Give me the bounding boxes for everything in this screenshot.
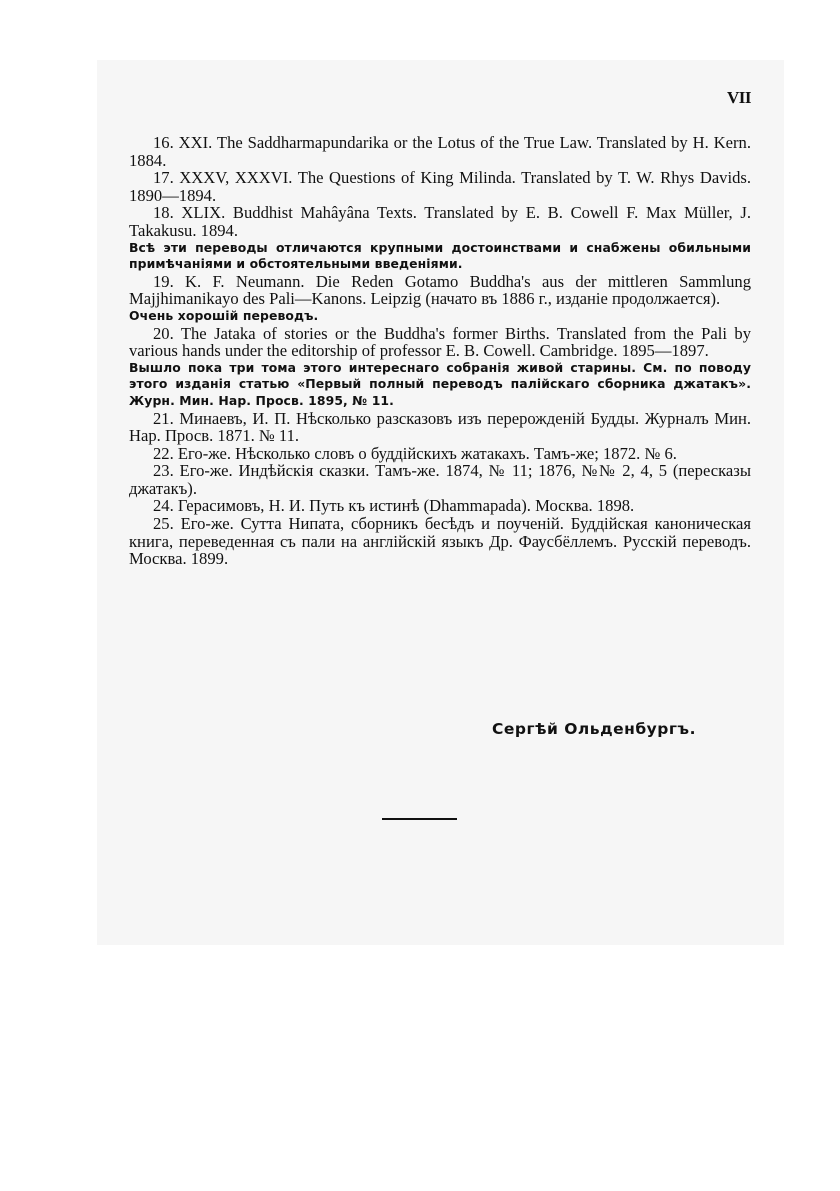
entry-25: 25. Его-же. Сутта Нипата, сборникъ бесѣдъ и поученій. Буддійская каноническая книга, переведенная съ пали на англійскій языкъ Др. Фаусбёллемъ. Русскій переводъ. Москва. 1899.: [129, 514, 751, 569]
entry-19: 19. K. F. Neumann. Die Reden Gotamo Buddha's aus der mittleren Sammlung Majjhimanikayo des Pali—Kanons. Leipzig (начато въ 1886 г., изданіе продолжается).: [129, 271, 751, 309]
author-signature: Сергѣй Ольденбургъ.: [492, 720, 696, 738]
end-rule-divider: [382, 818, 457, 820]
entry-20: 20. The Jataka of stories or the Buddha's former Births. Translated from the Pali by various hands under the editorship of professor E. B. Cowell. Cambridge. 1895—1897.: [129, 323, 751, 361]
page-number: VII: [727, 88, 752, 107]
entry-24: 24. Герасимовъ, Н. И. Путь къ истинѣ (Dhammapada). Москва. 1898.: [153, 496, 635, 516]
entry-22: 22. Его-же. Нѣсколько словъ о буддійскихъ жатакахъ. Тамъ-же; 1872. № 6.: [153, 443, 677, 463]
bibliography-text: [129, 134, 751, 568]
note-translations: Всѣ эти переводы отличаются крупными достоинствами и снабжены обильными примѣчаніями и обстоятельными введеніями.: [129, 239, 751, 272]
entry-16: 16. XXI. The Saddharmapundarika or the Lotus of the True Law. Translated by H. Kern. 1884.: [129, 133, 751, 170]
entry-17: 17. XXXV, XXXVI. The Questions of King Milinda. Translated by T. W. Rhys Davids. 1890—1894.: [129, 168, 751, 205]
note-good-translation: Очень хорошій переводъ.: [129, 307, 319, 323]
note-jataka: Вышло пока три тома этого интереснаго собранія живой старины. См. по поводу этого изданія статью «Первый полный переводъ палійскаго сборника джатакъ». Журн. Мин. Нар. Просв. 1895, № 11.: [129, 359, 751, 408]
entry-21: 21. Минаевъ, И. П. Нѣсколько разсказовъ изъ перерожденій Будды. Журналъ Мин. Нар. Просв. 1871. № 11.: [129, 408, 751, 446]
entry-23: 23. Его-же. Индѣйскія сказки. Тамъ-же. 1874, № 11; 1876, №№ 2, 4, 5 (пересказы джатакъ).: [129, 461, 751, 498]
entry-18: 18. XLIX. Buddhist Mahâyâna Texts. Translated by E. B. Cowell F. Max Müller, J. Takakusu. 1894.: [129, 203, 751, 240]
